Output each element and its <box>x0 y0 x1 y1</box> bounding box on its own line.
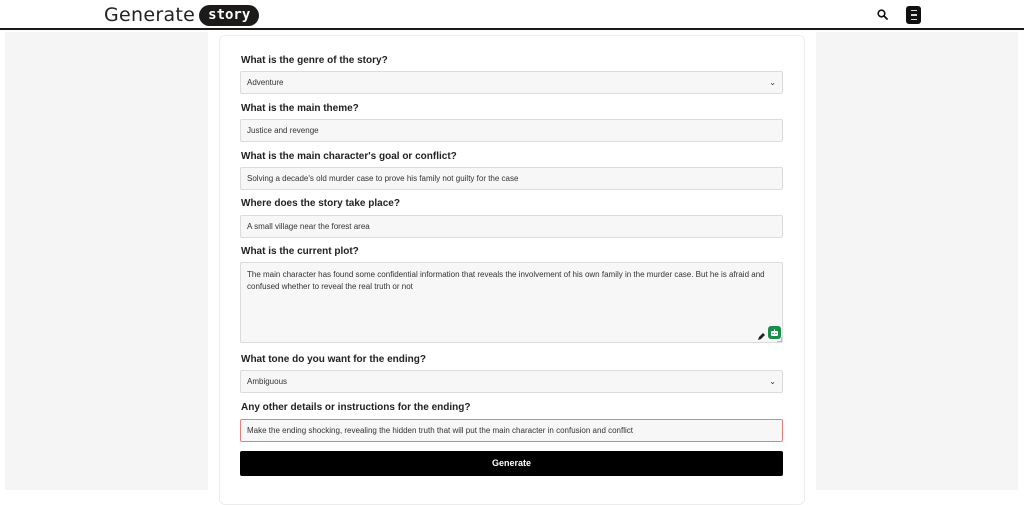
left-side-panel <box>5 32 208 490</box>
brand-word: Generate <box>104 4 196 26</box>
setting-label: Where does the story take place? <box>241 198 400 209</box>
goal-value: Solving a decade's old murder case to prove his family not guilty for the case <box>247 174 519 183</box>
theme-label: What is the main theme? <box>241 103 359 114</box>
details-input[interactable] <box>240 419 783 442</box>
genre-select[interactable] <box>240 71 783 94</box>
top-navbar <box>0 0 1024 30</box>
brand-pill: story <box>199 5 259 26</box>
tone-label: What tone do you want for the ending? <box>241 354 426 365</box>
tone-select[interactable] <box>240 370 783 393</box>
details-label: Any other details or instructions for the ending? <box>241 402 471 413</box>
genre-value: Adventure <box>247 78 284 87</box>
chevron-down-icon: ⌄ <box>769 78 776 87</box>
theme-input[interactable] <box>240 119 783 142</box>
pen-icon[interactable] <box>757 328 766 337</box>
goal-input[interactable] <box>240 167 783 190</box>
brand-logo[interactable] <box>104 4 259 26</box>
genre-label: What is the genre of the story? <box>241 55 388 66</box>
plot-value: The main character has found some confidential information that reveals the involvement of his own family in the murder case. But he is afraid and confused whether to reveal the real truth or not <box>247 270 765 291</box>
setting-value: A small village near the forest area <box>247 222 370 231</box>
textarea-resize-handle[interactable] <box>777 337 782 342</box>
chevron-down-icon: ⌄ <box>769 377 776 386</box>
setting-input[interactable] <box>240 215 783 238</box>
goal-label: What is the main character's goal or conflict? <box>241 151 457 162</box>
plot-textarea[interactable] <box>240 262 783 343</box>
details-value: Make the ending shocking, revealing the hidden truth that will put the main character in confusion and conflict <box>247 426 634 435</box>
search-icon[interactable] <box>876 8 890 22</box>
plot-label: What is the current plot? <box>241 246 359 257</box>
tone-value: Ambiguous <box>247 377 288 386</box>
right-side-panel <box>816 32 1018 490</box>
generate-button[interactable]: Generate <box>240 451 783 476</box>
theme-value: Justice and revenge <box>247 126 319 135</box>
menu-icon[interactable] <box>906 6 921 24</box>
